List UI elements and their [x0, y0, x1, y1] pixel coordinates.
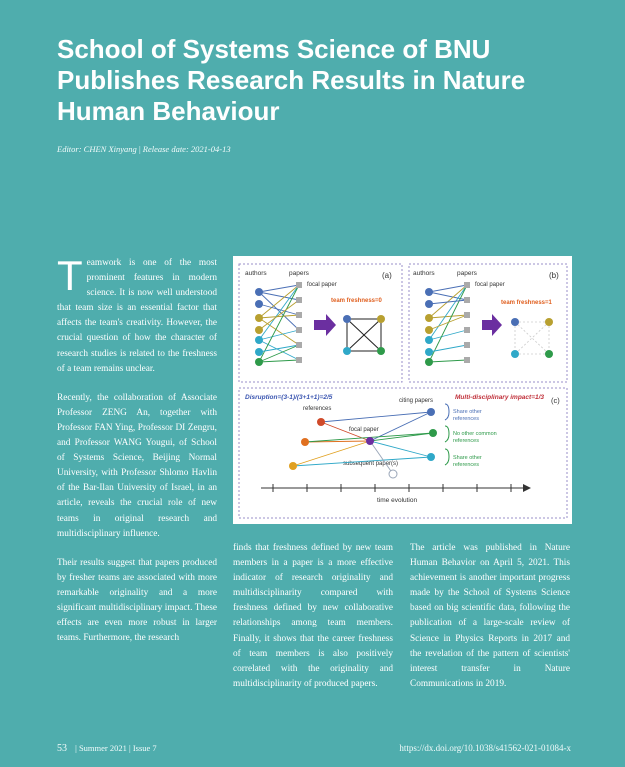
issue-info: | Summer 2021 | Issue 7	[75, 743, 157, 753]
panel-c-disruption: Disruption=(3-1)/(3+1+1)=2/5	[245, 394, 333, 401]
timeline-arrow	[523, 484, 531, 492]
brace-1	[445, 404, 449, 420]
panel-c-focal: focal paper	[349, 427, 379, 433]
panel-c-citing: citing papers	[399, 398, 434, 404]
research-figure	[233, 256, 572, 524]
article-meta	[57, 144, 231, 154]
share1: Share other	[453, 409, 482, 415]
meta-separator: |	[138, 144, 141, 154]
share1b: references	[453, 416, 479, 422]
panel-b-arrow	[482, 314, 502, 336]
panel-a-papers: papers	[289, 270, 309, 277]
panel-c-multi: Multi-disciplinary impact=1/3	[455, 394, 545, 401]
brace-2	[445, 426, 449, 442]
citing-node-3	[427, 453, 435, 461]
footer-issue	[57, 743, 157, 754]
timeline	[261, 484, 523, 492]
ref-node-3	[289, 462, 297, 470]
column-2	[233, 541, 393, 706]
panel-b-papers: papers	[457, 270, 477, 277]
panel-a-label: (a)	[382, 271, 392, 280]
panel-a-author-nodes	[255, 288, 263, 366]
noother2: references	[453, 438, 479, 444]
panel-a-arrow	[314, 314, 336, 336]
panel-b-focal: focal paper	[475, 282, 505, 288]
panel-a-authors: authors	[245, 270, 267, 277]
panel-b-bipartite	[429, 285, 467, 362]
editor-label: Editor: CHEN Xinyang	[57, 144, 137, 154]
panel-b-freshness: team freshness=1	[501, 300, 552, 306]
citing-node-1	[427, 408, 435, 416]
panel-a-paper-nodes	[296, 282, 302, 363]
panel-a-freshness: team freshness=0	[331, 298, 382, 304]
panel-b-team-network	[515, 322, 549, 354]
figure-svg	[233, 256, 572, 524]
panel-c-label: (c)	[551, 396, 560, 405]
release-date: Release date: 2021-04-13	[142, 144, 231, 154]
panel-c-references: references	[303, 406, 332, 412]
panel-b-authors: authors	[413, 270, 435, 277]
paragraph-publication: The article was published in Nature Human Behavior on April 5, 2021. This achievement is another important progress made by the School of Systems Science based on big scientific data, following the publication of a large-scale review of Science in Physics Reports in 2017 and the revelation of the pattern of scientists' interest transfer in Nature Communications in 2019.	[410, 543, 570, 689]
article-title: School of Systems Science of BNU Publishes Research Results in Nature Human Behaviour	[57, 34, 526, 126]
share2: Share other	[453, 455, 482, 461]
panel-b-label: (b)	[549, 271, 559, 280]
paragraph-collaboration: Recently, the collaboration of Associate Professor ZENG An, together with Professor FAN Ying, Professor DI Zengru, and Professor WANG Yougui, of School of Systems Science, Beijing Normal University, with Professor Shlomo Havlin of the Bar-Ilan University of Israel, in an article, reveals the crucial role of new teams in original research and multidisciplinary influence.	[57, 392, 217, 539]
citing-node-2	[429, 429, 437, 437]
doi-link[interactable]: https://dx.doi.org/10.1038/s41562-021-01084-x	[399, 743, 571, 753]
ref-node-1	[317, 418, 325, 426]
focal-node	[366, 437, 374, 445]
panel-a-team-network	[347, 319, 381, 351]
paragraph-results: Their results suggest that papers produced by fresher teams are associated with more remarkable originality and a more significant multidisciplinary impact. These effects are even more robust in larger teams. Furthermore, the research	[57, 557, 217, 644]
panel-c-subsequent: subsequent paper(s)	[343, 461, 399, 467]
intro-text: eamwork is one of the most prominent features in modern science. It is now well understood that team size is an essential factor that affects the team's creativity. However, the crucial question of how the character of research studies is related to the freshness of a team remains unclear.	[57, 258, 217, 374]
paragraph-intro	[57, 252, 217, 377]
panel-a-bipartite	[259, 285, 299, 362]
ref-node-2	[301, 438, 309, 446]
panel-b-author-nodes	[425, 288, 433, 366]
time-evolution: time evolution	[377, 497, 418, 504]
share2b: references	[453, 462, 479, 468]
page-number: 53	[57, 743, 67, 754]
subsequent-node	[389, 470, 397, 478]
paragraph-freshness: finds that freshness defined by new team members in a paper is a more effective indicator of research originality and multidisciplinarity compared with freshness defined by new collaborative relationships among team members. Finally, it shows that the career freshness of team members is also positively correlated with the originality and multidisciplinarity of produced papers.	[233, 543, 393, 689]
brace-3	[445, 449, 449, 465]
panel-b-paper-nodes	[464, 282, 470, 363]
column-1	[57, 252, 217, 660]
drop-cap: T	[57, 252, 83, 299]
column-3	[410, 541, 570, 706]
noother1: No other common	[453, 431, 497, 437]
panel-a-focal: focal paper	[307, 282, 337, 288]
